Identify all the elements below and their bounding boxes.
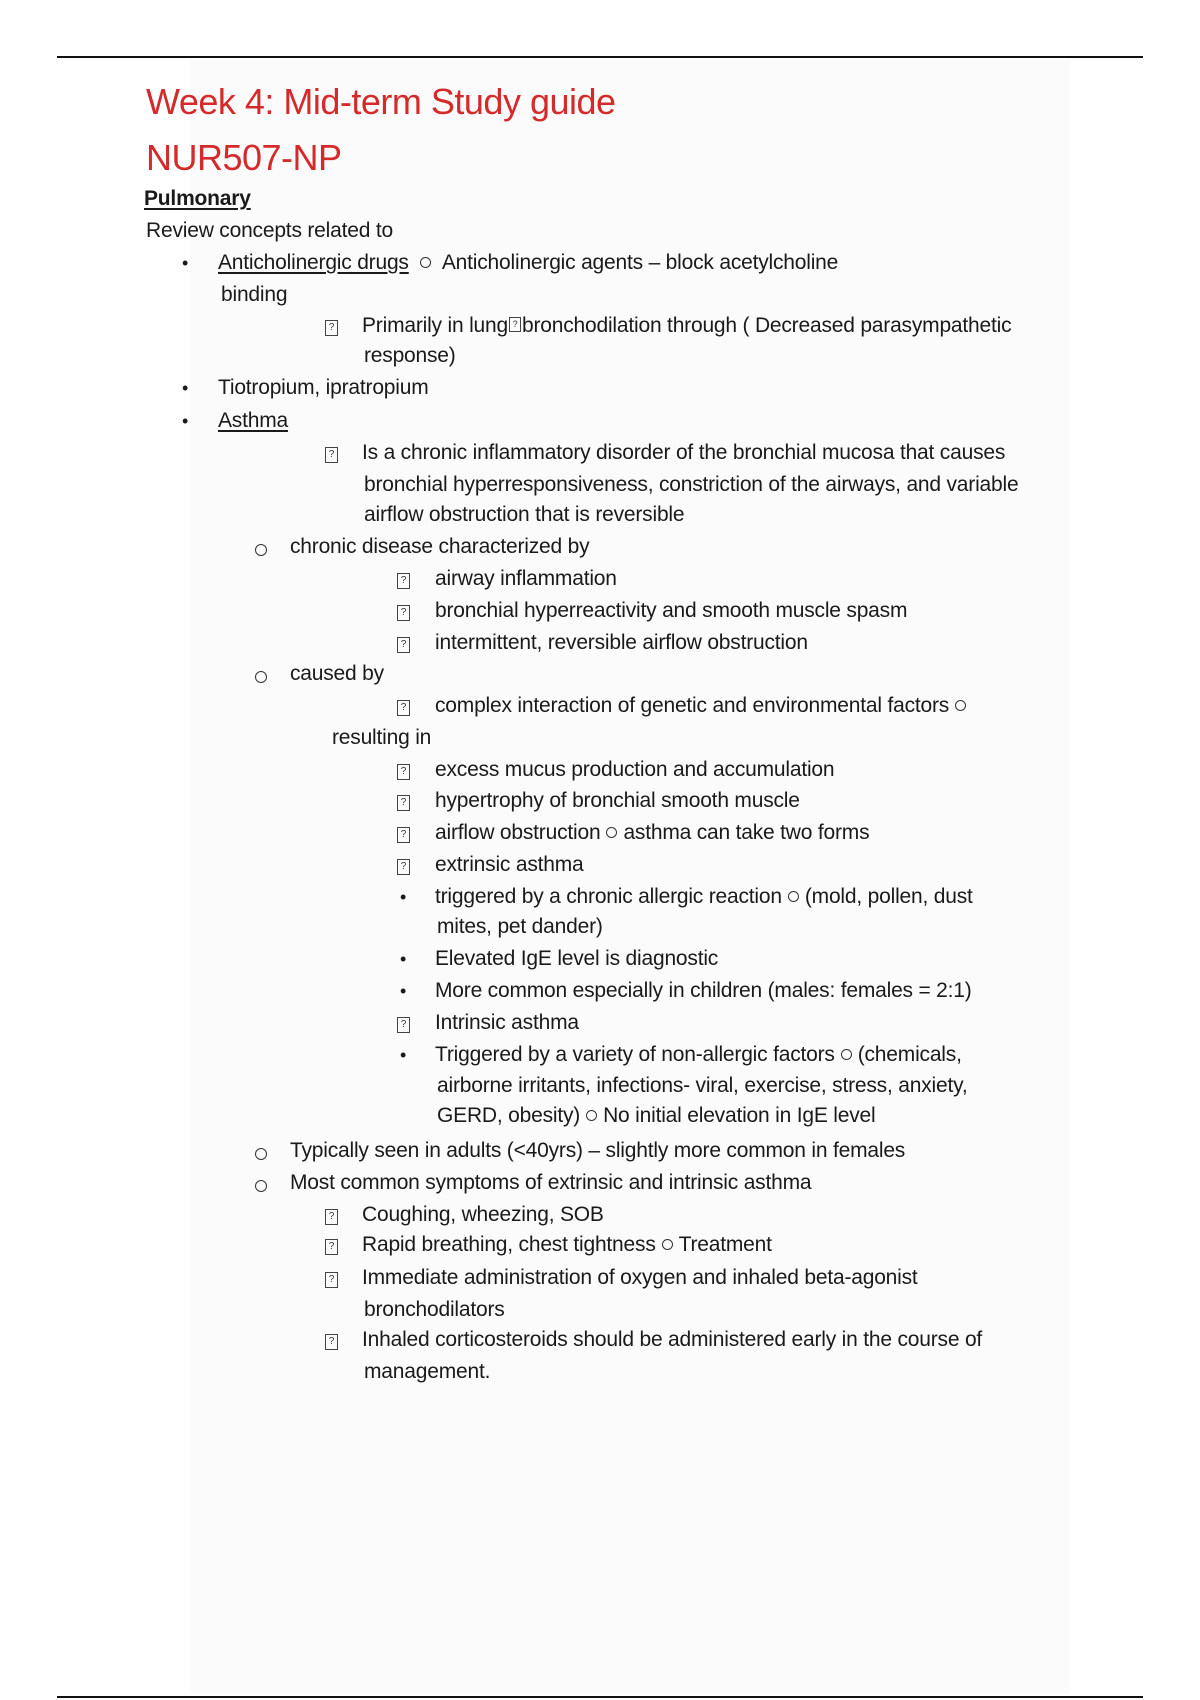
detail-cont: response) bbox=[364, 344, 456, 367]
missing-glyph-icon: ? bbox=[397, 605, 410, 621]
airflow-a: airflow obstruction bbox=[435, 821, 601, 844]
intrinsic-1c: airborne irritants, infections- viral, exercise, stress, anxiety, bbox=[437, 1074, 968, 1097]
intrinsic-1d: GERD, obesity) bbox=[437, 1104, 581, 1127]
list-item bbox=[435, 692, 972, 720]
course-code: NUR507-NP bbox=[146, 137, 342, 178]
list-item bbox=[362, 1231, 772, 1259]
treatment-2b: management. bbox=[364, 1360, 491, 1383]
missing-glyph-icon: ? bbox=[397, 637, 410, 653]
missing-glyph-icon: ? bbox=[325, 1334, 338, 1350]
characterized-item: airway inflammation bbox=[435, 567, 617, 590]
symptoms-1: Coughing, wheezing, SOB bbox=[362, 1203, 604, 1226]
treatment-1b: bronchodilators bbox=[364, 1298, 505, 1321]
section-heading: Pulmonary bbox=[144, 187, 251, 210]
bullet-icon: • bbox=[400, 887, 407, 907]
missing-glyph-icon: ? bbox=[397, 827, 410, 843]
extrinsic-3: More common especially in children (males: females = 2:1) bbox=[435, 979, 972, 1002]
caused-label: caused by bbox=[290, 662, 384, 685]
treatment-2a: Inhaled corticosteroids should be administered early in the course of bbox=[362, 1328, 983, 1351]
missing-glyph-icon: ? bbox=[509, 317, 521, 332]
detail-a: Primarily in lung bbox=[362, 314, 508, 337]
list-item bbox=[362, 312, 1011, 340]
circle-bullet-icon bbox=[586, 1110, 597, 1121]
intrinsic-1e: No initial elevation in IgE level bbox=[603, 1104, 876, 1127]
extrinsic-2: Elevated IgE level is diagnostic bbox=[435, 947, 719, 970]
circle-bullet-icon bbox=[841, 1049, 852, 1060]
asthma-label: Asthma bbox=[218, 409, 288, 432]
caused-item: complex interaction of genetic and environmental factors bbox=[435, 694, 950, 717]
missing-glyph-icon: ? bbox=[325, 1272, 338, 1288]
result-item: excess mucus production and accumulation bbox=[435, 758, 835, 781]
circle-bullet-icon bbox=[255, 1180, 267, 1192]
typically-seen: Typically seen in adults (<40yrs) – slightly more common in females bbox=[290, 1139, 906, 1162]
characterized-item: intermittent, reversible airflow obstruction bbox=[435, 631, 808, 654]
bullet-icon: • bbox=[182, 378, 189, 398]
extrinsic-1a: triggered by a chronic allergic reaction bbox=[435, 885, 782, 908]
asthma-def-1: Is a chronic inflammatory disorder of the bronchial mucosa that causes bbox=[362, 441, 1006, 464]
asthma-def-2: bronchial hyperresponsiveness, constriction of the airways, and variable bbox=[364, 473, 1019, 496]
symptoms-label: Most common symptoms of extrinsic and intrinsic asthma bbox=[290, 1171, 812, 1194]
characterized-item: bronchial hyperreactivity and smooth muscle spasm bbox=[435, 599, 908, 622]
list-item bbox=[435, 1041, 962, 1069]
missing-glyph-icon: ? bbox=[397, 859, 410, 875]
list-item bbox=[437, 1102, 875, 1130]
missing-glyph-icon: ? bbox=[397, 1017, 410, 1033]
circle-bullet-icon bbox=[255, 544, 267, 556]
anticholinergic-label: Anticholinergic drugs bbox=[218, 251, 409, 274]
resulting-label: resulting in bbox=[332, 726, 432, 749]
symptoms-2a: Rapid breathing, chest tightness bbox=[362, 1233, 656, 1256]
circle-bullet-icon bbox=[420, 257, 431, 268]
bullet-icon: • bbox=[400, 1045, 407, 1065]
drugs-line: Tiotropium, ipratropium bbox=[218, 376, 429, 399]
circle-bullet-icon bbox=[788, 891, 799, 902]
intrinsic-label: Intrinsic asthma bbox=[435, 1011, 579, 1034]
bottom-rule bbox=[57, 1696, 1143, 1698]
missing-glyph-icon: ? bbox=[397, 795, 410, 811]
circle-bullet-icon bbox=[955, 700, 966, 711]
circle-bullet-icon bbox=[662, 1239, 673, 1250]
extrinsic-1c: mites, pet dander) bbox=[437, 915, 603, 938]
bullet-icon: • bbox=[182, 411, 189, 431]
symptoms-2b: Treatment bbox=[678, 1233, 772, 1256]
missing-glyph-icon: ? bbox=[325, 1209, 338, 1225]
treatment-1a: Immediate administration of oxygen and inhaled beta-agonist bbox=[362, 1266, 918, 1289]
extrinsic-label: extrinsic asthma bbox=[435, 853, 584, 876]
missing-glyph-icon: ? bbox=[397, 573, 410, 589]
list-item bbox=[435, 883, 973, 911]
circle-bullet-icon bbox=[255, 671, 267, 683]
intrinsic-1b: (chemicals, bbox=[857, 1043, 962, 1066]
intrinsic-1a: Triggered by a variety of non-allergic factors bbox=[435, 1043, 835, 1066]
missing-glyph-icon: ? bbox=[397, 764, 410, 780]
characterized-label: chronic disease characterized by bbox=[290, 535, 590, 558]
asthma-def-3: airflow obstruction that is reversible bbox=[364, 503, 685, 526]
missing-glyph-icon: ? bbox=[325, 447, 338, 463]
anticholinergic-desc-cont: binding bbox=[221, 283, 288, 306]
missing-glyph-icon: ? bbox=[325, 1239, 338, 1255]
circle-bullet-icon bbox=[606, 827, 617, 838]
list-item bbox=[435, 819, 869, 847]
circle-bullet-icon bbox=[255, 1148, 267, 1160]
extrinsic-1b: (mold, pollen, dust bbox=[804, 885, 973, 908]
airflow-b: asthma can take two forms bbox=[623, 821, 870, 844]
missing-glyph-icon: ? bbox=[397, 700, 410, 716]
page-title: Week 4: Mid-term Study guide bbox=[146, 81, 616, 122]
bullet-icon: • bbox=[400, 949, 407, 969]
result-item: hypertrophy of bronchial smooth muscle bbox=[435, 789, 800, 812]
detail-b: bronchodilation through ( Decreased parasympathetic bbox=[521, 314, 1012, 337]
missing-glyph-icon: ? bbox=[325, 320, 338, 336]
bullet-icon: • bbox=[400, 981, 407, 1001]
section-intro: Review concepts related to bbox=[146, 219, 393, 242]
bullet-icon: • bbox=[182, 253, 189, 273]
list-item bbox=[218, 249, 838, 277]
anticholinergic-desc: Anticholinergic agents – block acetylcholine bbox=[441, 251, 839, 274]
